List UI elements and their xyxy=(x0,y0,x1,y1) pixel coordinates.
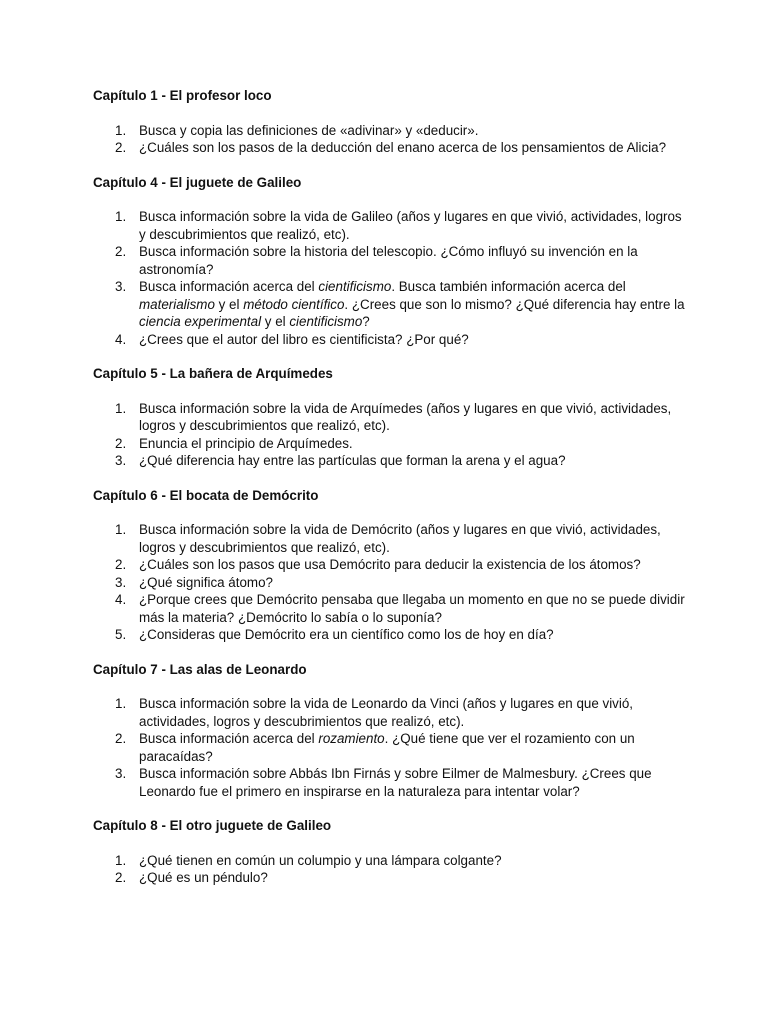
question-text xyxy=(139,209,682,242)
question-number: 1. xyxy=(115,122,127,138)
question-number: 1. xyxy=(115,400,127,416)
question-list xyxy=(93,695,688,800)
question-text xyxy=(139,140,666,155)
text-run: ¿Qué es un péndulo? xyxy=(139,870,268,885)
text-run: Busca información sobre la vida de Demócrito (años y lugares en que vivió, actividades, logros y descubrimientos que realizó, etc). xyxy=(139,522,661,555)
text-run: . ¿Crees que son lo mismo? ¿Qué diferencia hay entre la xyxy=(344,296,685,312)
question-text xyxy=(139,453,566,468)
question-text xyxy=(139,332,469,347)
question-text xyxy=(139,401,671,434)
question-item xyxy=(93,556,688,574)
question-item xyxy=(93,765,688,800)
question-number: 3. xyxy=(115,766,127,781)
text-run: Busca información sobre la historia del telescopio. ¿Cómo influyó su invención en la astronomía? xyxy=(139,244,638,277)
italic-term: rozamiento xyxy=(318,731,385,746)
question-list xyxy=(93,208,688,348)
question-text xyxy=(139,436,353,451)
chapter-section xyxy=(93,661,688,801)
question-text xyxy=(139,696,633,729)
text-run: ¿Consideras que Demócrito era un científico como los de hoy en día? xyxy=(139,627,554,642)
italic-term: materialismo xyxy=(139,296,215,312)
question-item xyxy=(93,626,688,644)
question-number: 3. xyxy=(115,574,127,590)
text-run: ¿Crees que el autor del libro es cientificista? ¿Por qué? xyxy=(139,331,469,347)
question-text xyxy=(139,731,635,764)
text-run: Busca información acerca del xyxy=(139,731,319,746)
question-number: 4. xyxy=(115,592,127,607)
text-run: ¿Qué tienen en común un columpio y una lámpara colgante? xyxy=(139,852,502,868)
italic-term: ciencia experimental xyxy=(139,314,262,329)
chapter-title: Capítulo 7 - Las alas de Leonardo xyxy=(93,661,307,677)
chapter-title: Capítulo 6 - El bocata de Demócrito xyxy=(93,487,319,503)
question-item xyxy=(93,852,688,870)
question-text xyxy=(139,627,554,642)
italic-term: cientificismo xyxy=(289,314,363,329)
chapter-section xyxy=(93,174,688,349)
chapter-title: Capítulo 1 - El profesor loco xyxy=(93,88,272,103)
question-item xyxy=(93,521,688,556)
question-text xyxy=(139,244,638,277)
question-number: 2. xyxy=(115,140,127,155)
question-item xyxy=(93,139,688,157)
text-run: Busca información sobre la vida de Leonardo da Vinci (años y lugares en que vivió, actividades, logros y descubrimientos que realizó, etc). xyxy=(139,696,634,729)
text-run: . Busca también información acerca del xyxy=(391,279,626,294)
question-item xyxy=(93,435,688,453)
chapter-title: Capítulo 4 - El juguete de Galileo xyxy=(93,174,302,190)
text-run: ? xyxy=(362,314,370,329)
text-run: ¿Qué diferencia hay entre las partículas que forman la arena y el agua? xyxy=(139,453,566,468)
question-item xyxy=(93,122,688,140)
text-run: . ¿Qué tiene que ver el rozamiento con un paracaídas? xyxy=(139,731,635,764)
question-text xyxy=(139,279,685,329)
question-number: 1. xyxy=(115,209,127,224)
question-item xyxy=(93,243,688,278)
question-number: 3. xyxy=(115,279,127,294)
text-run: ¿Qué significa átomo? xyxy=(139,574,273,590)
question-number: 2. xyxy=(115,731,127,746)
text-run: ¿Cuáles son los pasos que usa Demócrito para deducir la existencia de los átomos? xyxy=(139,557,641,572)
question-text xyxy=(139,766,652,799)
chapter-section xyxy=(93,817,688,887)
chapter-section xyxy=(93,487,688,644)
question-text xyxy=(139,522,661,555)
question-text xyxy=(139,870,268,885)
question-number: 2. xyxy=(115,435,127,451)
question-number: 2. xyxy=(115,870,127,885)
question-item xyxy=(93,331,688,349)
question-list xyxy=(93,852,688,887)
question-number: 3. xyxy=(115,453,127,468)
question-text xyxy=(139,575,273,590)
question-text xyxy=(139,123,478,138)
text-run: ¿Cuáles son los pasos de la deducción del enano acerca de los pensamientos de Alicia? xyxy=(139,140,667,155)
question-item xyxy=(93,400,688,435)
question-number: 1. xyxy=(115,696,127,711)
italic-term: cientificismo xyxy=(318,279,392,294)
chapter-title: Capítulo 8 - El otro juguete de Galileo xyxy=(93,818,332,833)
question-list xyxy=(93,400,688,470)
text-run: Busca y copia las definiciones de «adivinar» y «deducir». xyxy=(139,122,479,138)
text-run: Busca información sobre la vida de Galileo (años y lugares en que vivió, actividades, logros y descubrimientos que realizó, etc). xyxy=(139,209,682,242)
question-number: 2. xyxy=(115,557,127,572)
question-text xyxy=(139,592,685,625)
question-item xyxy=(93,452,688,470)
question-number: 4. xyxy=(115,331,127,347)
chapter-section xyxy=(93,87,688,157)
question-number: 2. xyxy=(115,244,127,259)
question-item xyxy=(93,695,688,730)
text-run: Busca información sobre la vida de Arquímedes (años y lugares en que vivió, actividades, logros y descubrimientos que realizó, etc). xyxy=(139,400,672,433)
question-number: 1. xyxy=(115,522,127,537)
question-item xyxy=(93,869,688,887)
text-run: y el xyxy=(261,314,290,329)
italic-term: método científico xyxy=(243,296,345,312)
chapter-title: Capítulo 5 - La bañera de Arquímedes xyxy=(93,366,333,381)
text-run: Busca información acerca del xyxy=(139,279,319,294)
question-item xyxy=(93,591,688,626)
text-run: Enuncia el principio de Arquímedes. xyxy=(139,435,353,451)
question-item xyxy=(93,208,688,243)
question-item xyxy=(93,574,688,592)
question-list xyxy=(93,122,688,157)
chapter-section xyxy=(93,365,688,470)
question-text xyxy=(139,853,502,868)
text-run: ¿Porque crees que Demócrito pensaba que llegaba un momento en que no se puede dividir más la materia? ¿Demócrito lo sabía o lo suponía? xyxy=(139,592,685,625)
text-run: y el xyxy=(214,296,244,312)
question-text xyxy=(139,557,641,572)
question-list xyxy=(93,521,688,644)
question-number: 1. xyxy=(115,852,127,868)
text-run: Busca información sobre Abbás Ibn Firnás y sobre Eilmer de Malmesbury. ¿Crees que Leonardo fue el primero en inspirarse en la naturaleza para intentar volar? xyxy=(139,766,652,799)
question-number: 5. xyxy=(115,627,127,642)
question-item xyxy=(93,278,688,331)
question-item xyxy=(93,730,688,765)
